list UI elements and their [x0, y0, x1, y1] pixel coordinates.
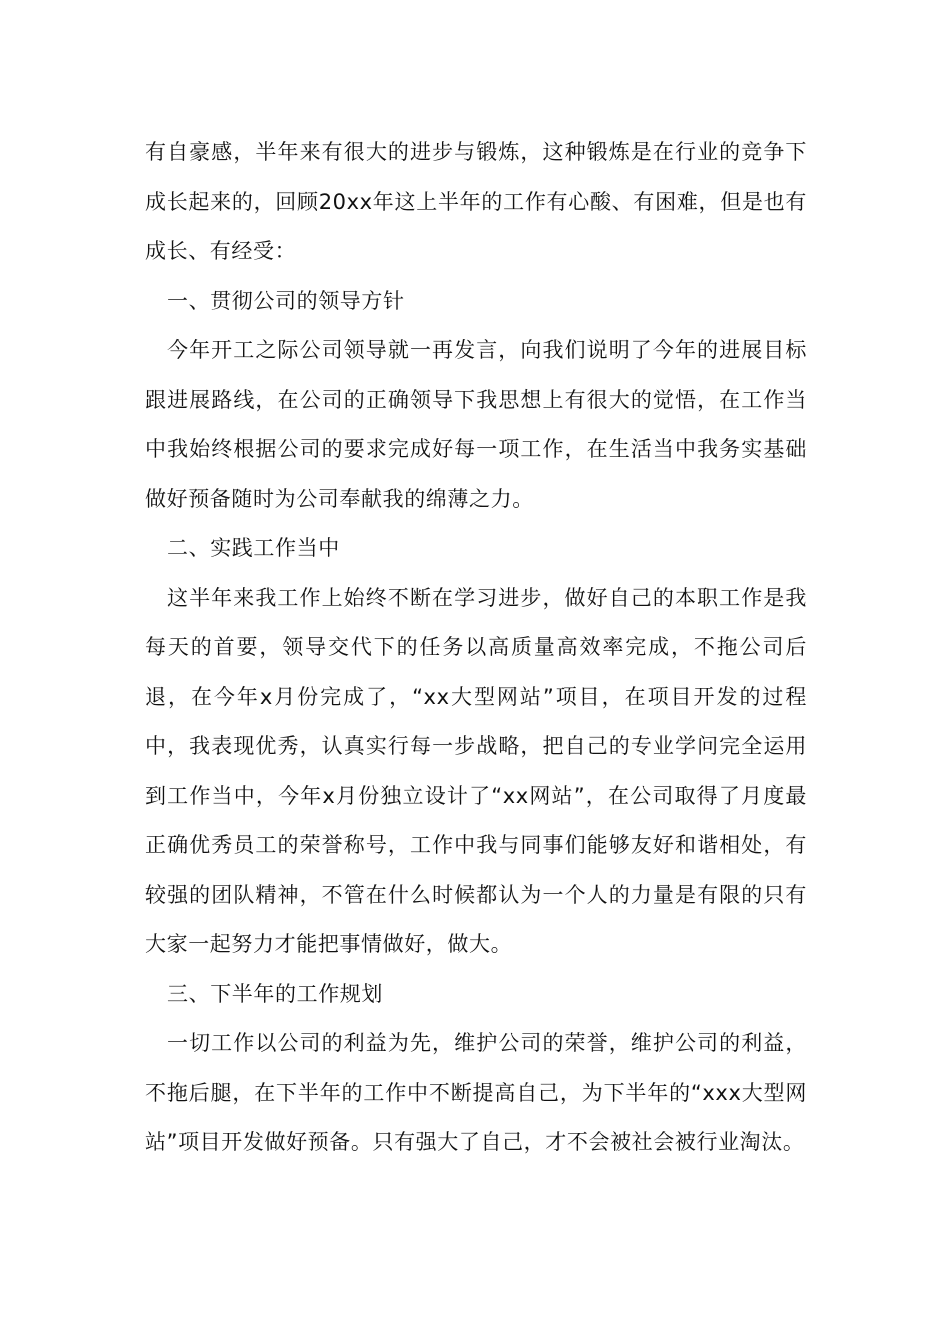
document-body	[145, 128, 807, 1168]
paragraph-section-3: 一切工作以公司的利益为先，维护公司的荣誉，维护公司的利益，不拖后腿，在下半年的工作中不断提高自己，为下半年的“xxx大型网站”项目开发做好预备。只有强大了自己，才不会被社会被行业淘汰。	[145, 1031, 807, 1154]
paragraph-intro: 有自豪感，半年来有很大的进步与锻炼，这种锻炼是在行业的竞争下成长起来的，回顾20xx年这上半年的工作有心酸、有困难，但是也有成长、有经受：	[145, 140, 807, 263]
section-heading-3: 三、下半年的工作规划	[167, 981, 383, 1006]
section-heading-2: 二、实践工作当中	[167, 536, 340, 560]
paragraph-section-2: 这半年来我工作上始终不断在学习进步，做好自己的本职工作是我每天的首要，领导交代下的任务以高质量高效率完成，不拖公司后退，在今年x月份完成了，“xx大型网站”项目，在项目开发的过程中，我表现优秀，认真实行每一步战略，把自己的专业学问完全运用到工作当中，今年x月份独立设计了“xx网站”，在公司取得了月度最正确优秀员工的荣誉称号，工作中我与同事们能够友好和谐相处，有较强的团队精神，不管在什么时候都认为一个人的力量是有限的只有大家一起努力才能把事情做好，做大。	[145, 585, 807, 956]
section-heading-1: 一、贯彻公司的领导方针	[167, 288, 405, 313]
paragraph-section-1: 今年开工之际公司领导就一再发言，向我们说明了今年的进展目标跟进展路线，在公司的正确领导下我思想上有很大的觉悟，在工作当中我始终根据公司的要求完成好每一项工作，在生活当中我务实基础做好预备随时为公司奉献我的绵薄之力。	[145, 338, 807, 511]
